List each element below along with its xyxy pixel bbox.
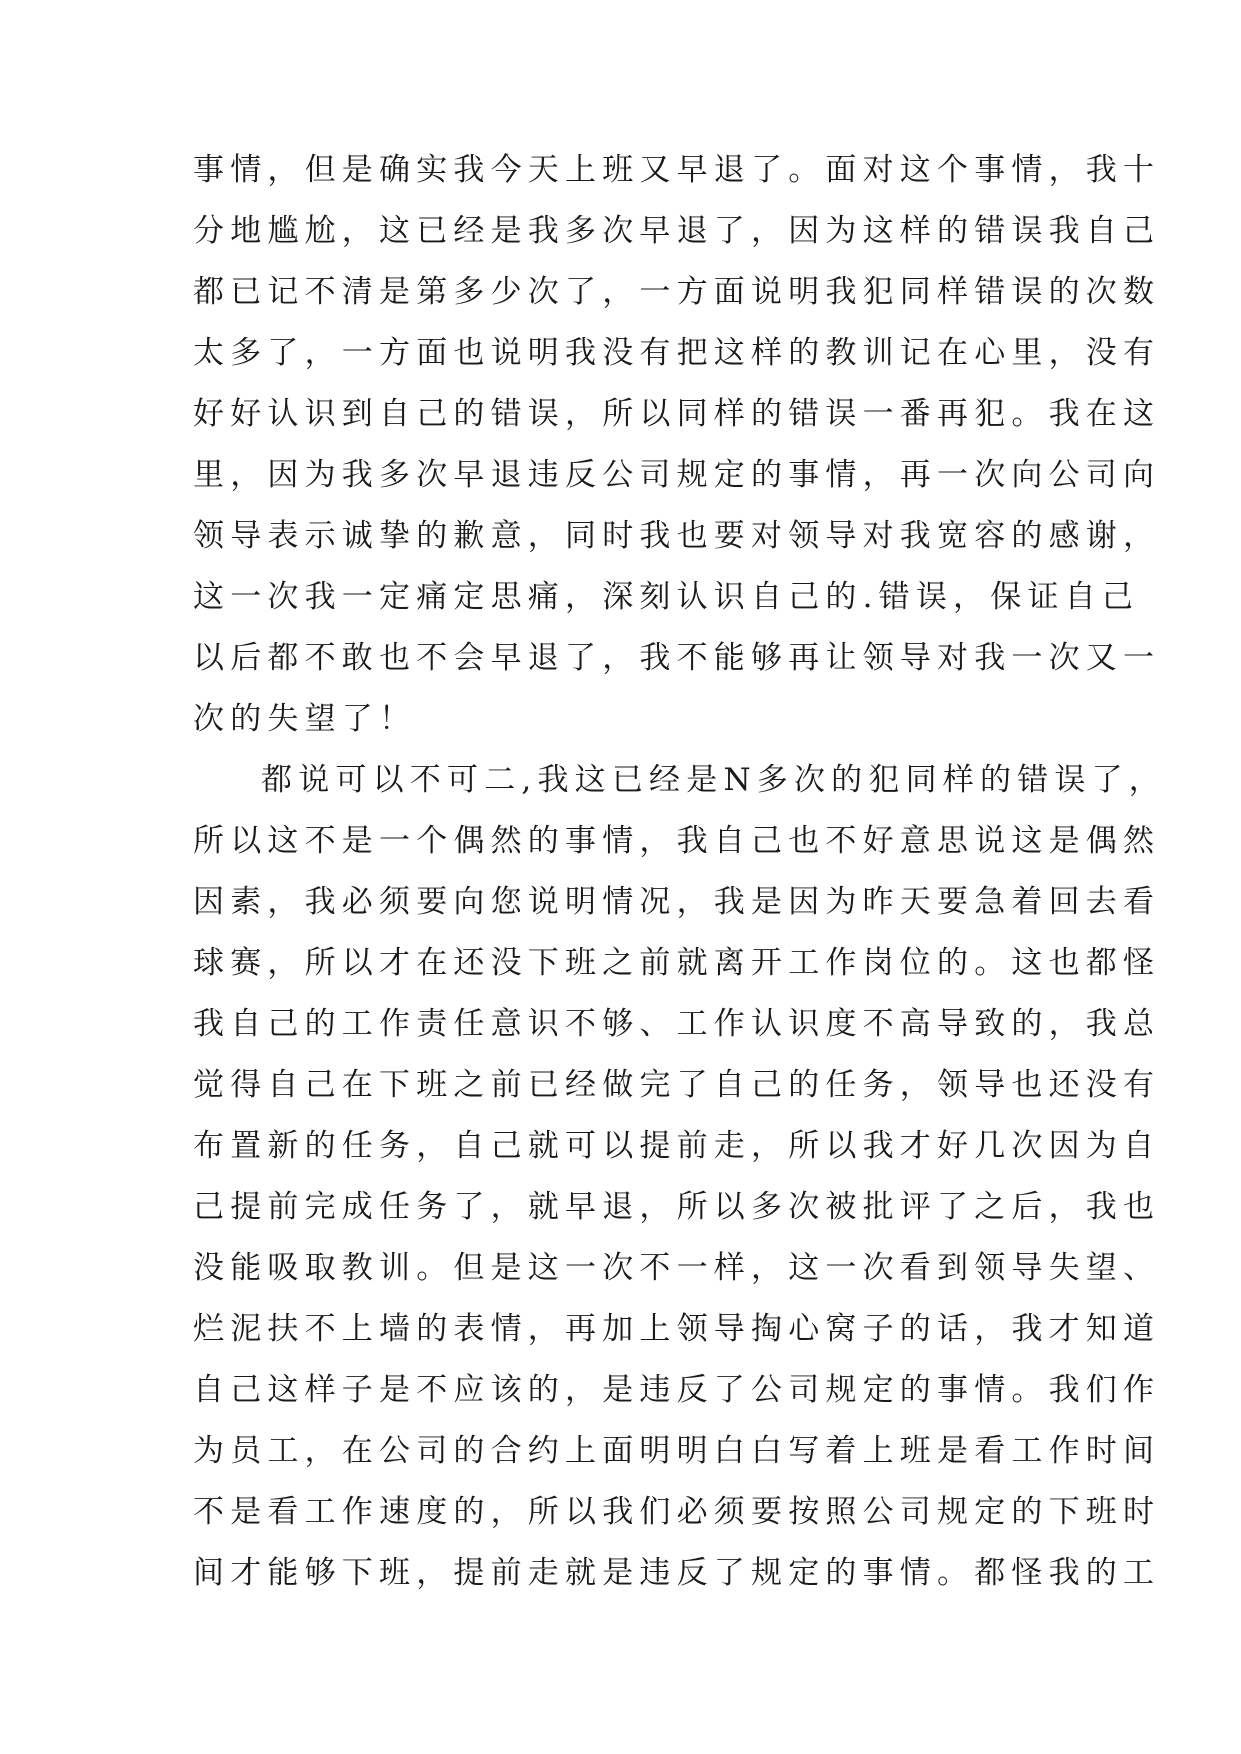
text-line: 自己这样子是不应该的，是违反了公司规定的事情。我们作 xyxy=(193,1372,1161,1408)
paragraph-2 xyxy=(193,750,1166,1604)
text-line: 布置新的任务，自己就可以提前走，所以我才好几次因为自 xyxy=(193,1128,1161,1164)
text-line: 以后都不敢也不会早退了，我不能够再让领导对我一次又一 xyxy=(193,640,1161,676)
text-line: 都说可以不可二,我这已经是N多次的犯同样的错误了， xyxy=(261,762,1166,798)
text-line: 都已记不清是第多少次了，一方面说明我犯同样错误的次数 xyxy=(193,274,1161,310)
text-line: 领导表示诚挚的歉意，同时我也要对领导对我宽容的感谢， xyxy=(193,518,1161,554)
text-line: 这一次我一定痛定思痛，深刻认识自己的.错误，保证自己 xyxy=(193,579,1140,615)
text-line: 烂泥扶不上墙的表情，再加上领导掏心窝子的话，我才知道 xyxy=(193,1311,1161,1347)
text-line: 球赛，所以才在还没下班之前就离开工作岗位的。这也都怪 xyxy=(193,945,1161,981)
paragraph-1 xyxy=(193,140,1161,750)
text-line: 不是看工作速度的，所以我们必须要按照公司规定的下班时 xyxy=(193,1494,1161,1530)
text-line: 太多了，一方面也说明我没有把这样的教训记在心里，没有 xyxy=(193,335,1161,371)
body-text xyxy=(193,140,1166,1604)
text-line: 事情，但是确实我今天上班又早退了。面对这个事情，我十 xyxy=(193,152,1161,188)
text-line: 次的失望了！ xyxy=(193,701,417,737)
text-line: 我自己的工作责任意识不够、工作认识度不高导致的，我总 xyxy=(193,1006,1161,1042)
text-line: 没能吸取教训。但是这一次不一样，这一次看到领导失望、 xyxy=(193,1250,1161,1286)
text-line: 分地尴尬，这已经是我多次早退了，因为这样的错误我自己 xyxy=(193,213,1161,249)
text-line: 己提前完成任务了，就早退，所以多次被批评了之后，我也 xyxy=(193,1189,1161,1225)
text-line: 为员工，在公司的合约上面明明白白写着上班是看工作时间 xyxy=(193,1433,1161,1469)
text-line: 因素，我必须要向您说明情况，我是因为昨天要急着回去看 xyxy=(193,884,1161,920)
text-line: 里，因为我多次早退违反公司规定的事情，再一次向公司向 xyxy=(193,457,1161,493)
text-line: 好好认识到自己的错误，所以同样的错误一番再犯。我在这 xyxy=(193,396,1161,432)
text-line: 所以这不是一个偶然的事情，我自己也不好意思说这是偶然 xyxy=(193,823,1161,859)
text-line: 觉得自己在下班之前已经做完了自己的任务，领导也还没有 xyxy=(193,1067,1161,1103)
text-line: 间才能够下班，提前走就是违反了规定的事情。都怪我的工 xyxy=(193,1555,1161,1591)
